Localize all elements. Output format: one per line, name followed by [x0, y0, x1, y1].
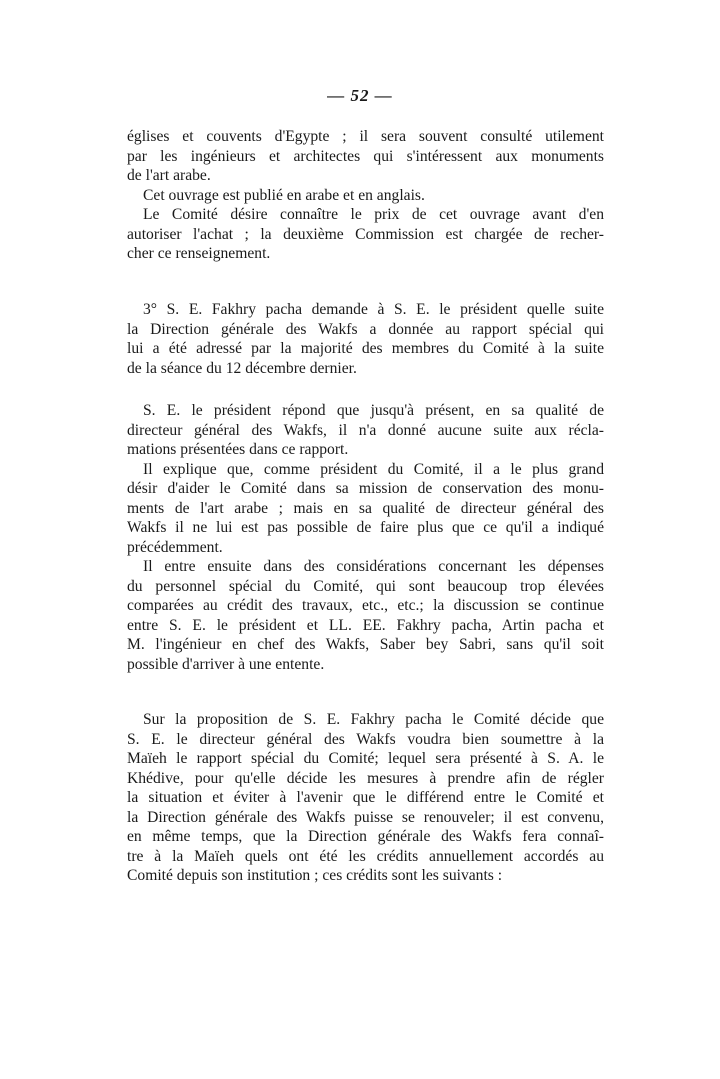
text-line: précédemment. — [127, 538, 223, 556]
text-line: 3° S. E. Fakhry pacha demande à S. E. le président quelle suite — [143, 301, 604, 318]
text-line: églises et couvents d'Egypte ; il sera souvent consulté utilement — [127, 128, 604, 145]
text-line: Khédive, pour qu'elle décide les mesures à prendre afin de régler — [127, 769, 604, 787]
paragraph-block-2 — [127, 300, 604, 378]
text-line: la situation et éviter à l'avenir que le différend entre le Comité et — [127, 789, 604, 806]
paragraph-block-3 — [127, 401, 604, 674]
text-line: entre S. E. le président et LL. EE. Fakhry pacha, Artin pacha et — [127, 616, 604, 634]
text-line: la Direction générale des Wakfs a donnée au rapport spécial qui — [127, 320, 604, 338]
text-line: en même temps, que la Direction générale des Wakfs fera connaî- — [127, 828, 604, 845]
text-line: autoriser l'achat ; la deuxième Commission est chargée de recher- — [127, 225, 604, 243]
text-line: comparées au crédit des travaux, etc., etc.; la discussion se continue — [127, 597, 604, 614]
text-line: directeur général des Wakfs, il n'a donné aucune suite aux récla- — [127, 421, 604, 439]
text-line: Wakfs il ne lui est pas possible de faire plus que ce qu'il a indiqué — [127, 519, 604, 536]
text-line: Le Comité désire connaître le prix de cet ouvrage avant d'en — [143, 206, 604, 223]
text-line: Cet ouvrage est publié en arabe et en anglais. — [143, 186, 425, 204]
text-line: Maïeh le rapport spécial du Comité; lequel sera présenté à S. A. le — [127, 750, 604, 767]
text-line: la Direction générale des Wakfs puisse se renouveler; il est convenu, — [127, 808, 604, 826]
text-line: tre à la Maïeh quels ont été les crédits annuellement accordés au — [127, 847, 604, 865]
text-line: possible d'arriver à une entente. — [127, 655, 325, 673]
text-line: par les ingénieurs et architectes qui s'intéressent aux monuments — [127, 147, 604, 165]
paragraph-block-1 — [127, 127, 604, 264]
text-line: désir d'aider le Comité dans sa mission de conservation des monu- — [127, 480, 604, 497]
text-line: du personnel spécial du Comité, qui sont beaucoup trop élevées — [127, 577, 604, 595]
paragraph-block-4 — [127, 710, 604, 886]
text-line: S. E. le président répond que jusqu'à présent, en sa qualité de — [143, 402, 604, 419]
text-line: cher ce renseignement. — [127, 245, 271, 262]
text-line: M. l'ingénieur en chef des Wakfs, Saber bey Sabri, sans qu'il soit — [127, 636, 604, 653]
text-line: de la séance du 12 décembre dernier. — [127, 359, 357, 377]
text-line: lui a été adressé par la majorité des membres du Comité à la suite — [127, 340, 604, 357]
text-line: Il explique que, comme président du Comité, il a le plus grand — [143, 460, 604, 478]
text-line: S. E. le directeur général des Wakfs voudra bien soumettre à la — [127, 730, 604, 748]
text-line: Sur la proposition de S. E. Fakhry pacha le Comité décide que — [143, 711, 604, 728]
text-line: ments de l'art arabe ; mais en sa qualité de directeur général des — [127, 499, 604, 517]
text-line: mations présentées dans ce rapport. — [127, 441, 349, 458]
text-line: de l'art arabe. — [127, 167, 211, 184]
text-line: Il entre ensuite dans des considérations concernant les dépenses — [143, 558, 604, 575]
page-number: — 52 — — [327, 86, 393, 105]
text-line: Comité depuis son institution ; ces crédits sont les suivants : — [127, 867, 503, 884]
